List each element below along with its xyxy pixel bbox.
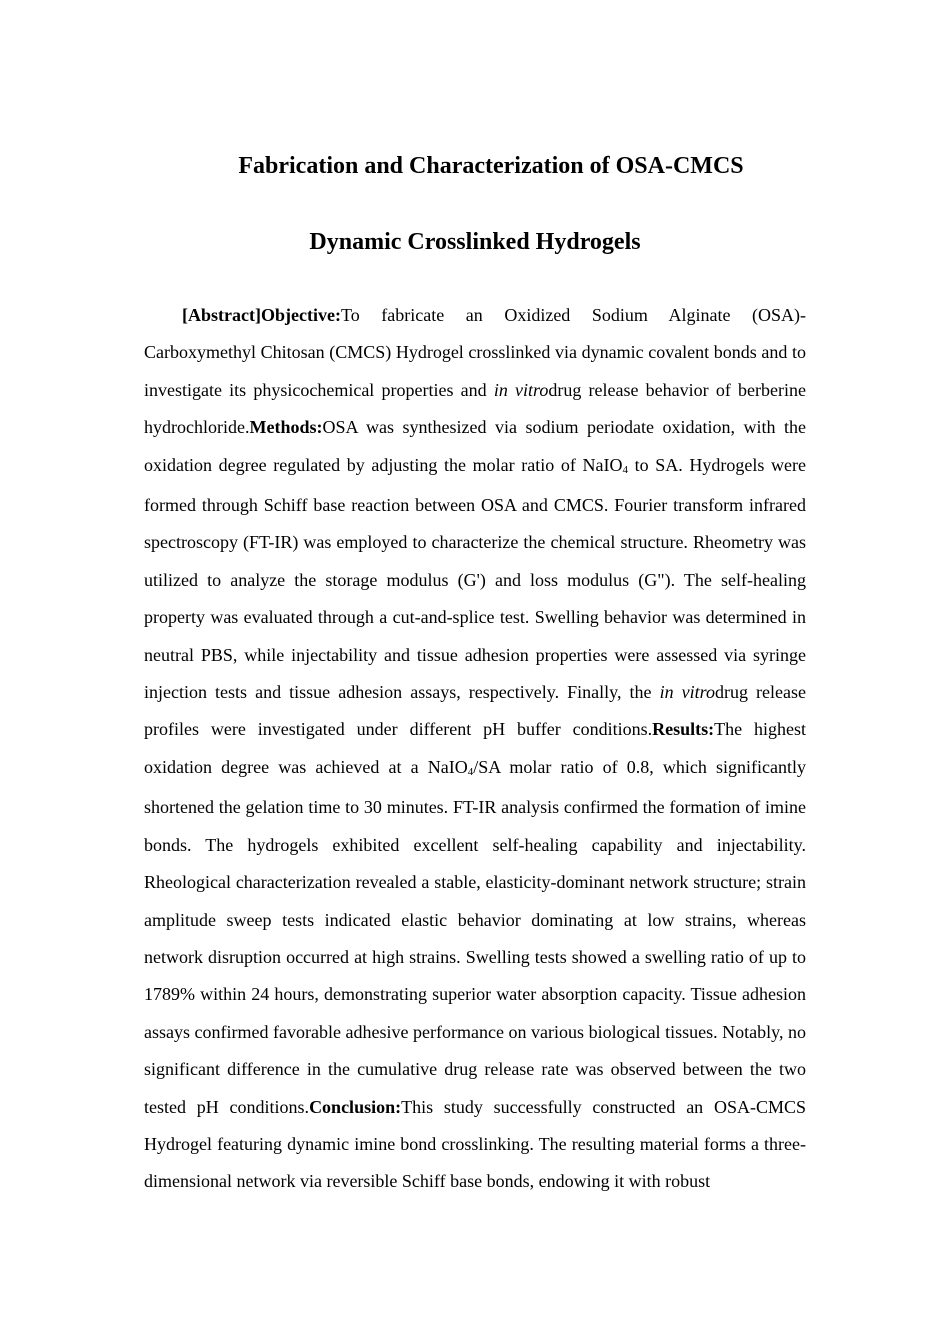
objective-text-cont: drug release behavior of berberine hydrochloride. bbox=[144, 379, 806, 438]
conclusion-text: This study successfully constructed an OSA-CMCS Hydrogel featuring dynamic imine bond crosslinking. The resulting material forms a three-dimensional network via reversible Schiff base bonds, endowing it with robust bbox=[144, 1096, 806, 1192]
methods-label: Methods: bbox=[249, 417, 323, 438]
objective-text: To fabricate an Oxidized Sodium Alginate (OSA)-Carboxymethyl Chitosan (CMCS) Hydrogel crosslinked via dynamic covalent bonds and to investigate its physicochemical properties and bbox=[144, 305, 806, 400]
paper-title-line-2: Dynamic Crosslinked Hydrogels bbox=[309, 229, 641, 255]
results-text: The highest oxidation degree was achieved at a NaIO bbox=[144, 719, 807, 777]
subscript: 4 bbox=[467, 765, 474, 778]
methods-text: OSA was synthesized via sodium periodate oxidation, with the oxidation degree regulated by adjusting the molar ratio of NaIO bbox=[144, 417, 806, 475]
in-vitro-term: in vitro bbox=[493, 379, 549, 400]
in-vitro-term: in vitro bbox=[659, 682, 715, 703]
objective-label: Objective: bbox=[260, 305, 341, 325]
paper-title-line-1: Fabrication and Characterization of OSA-CMCS bbox=[238, 153, 744, 179]
abstract-paragraph bbox=[144, 297, 806, 1201]
conclusion-label: Conclusion: bbox=[309, 1096, 402, 1117]
subscript: 4 bbox=[622, 463, 628, 476]
results-text-cont: /SA molar ratio of 0.8, which significantly shortened the gelation time to 30 minutes. FT-IR analysis confirmed the formation of imine bonds. The hydrogels exhibited excellent self-healing capability and injectability. Rheological characterization revealed a stable, elasticity-dominant network structure; strain amplitude sweep tests indicated elastic behavior dominating at low strains, whereas network disruption occurred at high strains. Swelling tests showed a swelling ratio of up to 1789% within 24 hours, demonstrating superior water absorption capacity. Tissue adhesion assays confirmed favorable adhesive performance on various biological tissues. Notably, no significant difference in the cumulative drug release rate was observed between the two tested pH conditions. bbox=[144, 756, 806, 1117]
methods-text-end: drug release profiles were investigated under different pH buffer conditions. bbox=[144, 682, 806, 740]
results-label: Results: bbox=[652, 719, 715, 740]
methods-text-cont: to SA. Hydrogels were formed through Schiff base reaction between OSA and CMCS. Fourier transform infrared spectroscopy (FT-IR) was employed to characterize the chemical structure. Rheometry was utilized to analyze the storage modulus (G') and loss modulus (G"). The self-healing property was evaluated through a cut-and-splice test. Swelling behavior was determined in neutral PBS, while injectability and tissue adhesion properties were assessed via syringe injection tests and tissue adhesion assays, respectively. Finally, the bbox=[144, 454, 806, 703]
abstract-label: [Abstract] bbox=[182, 305, 261, 325]
